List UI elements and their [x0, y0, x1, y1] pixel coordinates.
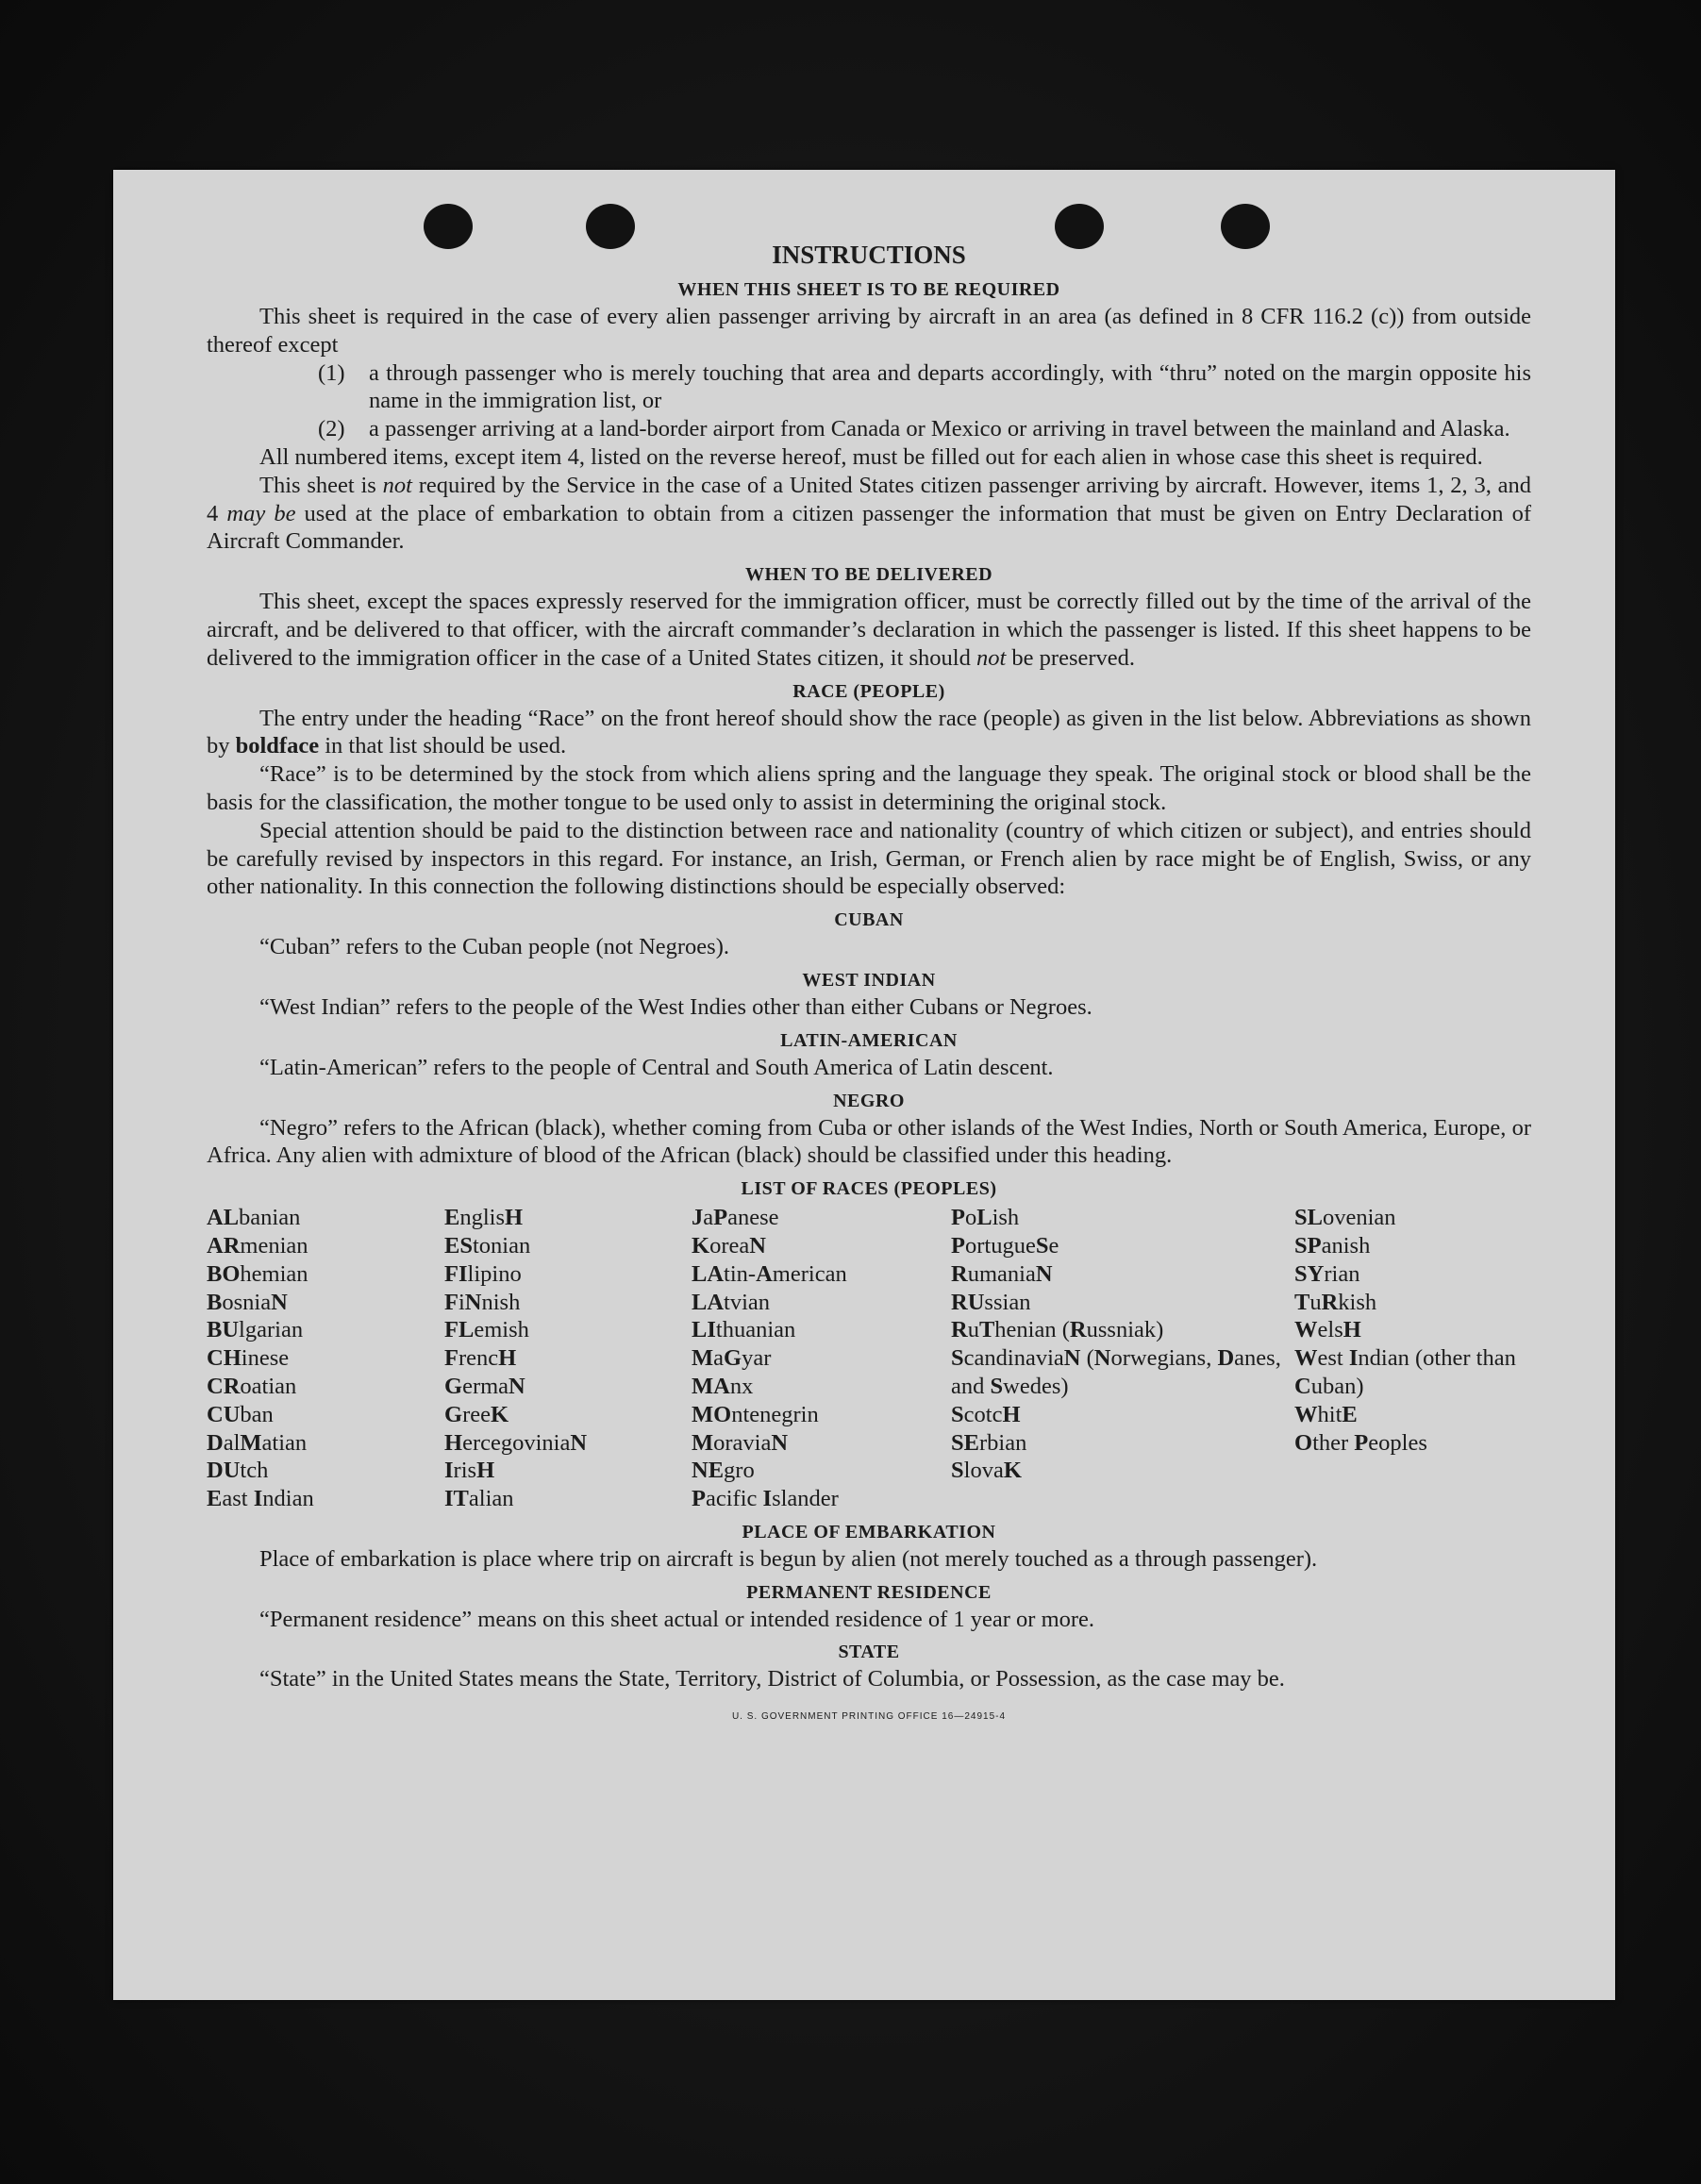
- race-entry: RUssian: [951, 1289, 1031, 1315]
- race-entry: CRoatian: [207, 1373, 297, 1399]
- race-entry: SlovaK: [951, 1458, 1022, 1484]
- race-entry: DalMatian: [207, 1429, 308, 1456]
- race-entry: BOhemian: [207, 1260, 309, 1287]
- embarkation-text: Place of embarkation is place where trip on aircraft is begun by alien (not merely touched as a through passenger).: [259, 1545, 1318, 1572]
- heading-residence: PERMANENT RESIDENCE: [746, 1581, 992, 1603]
- latin-american-text: “Latin-American” refers to the people of Central and South America of Latin descent.: [259, 1054, 1054, 1080]
- race-entry: FrencH: [444, 1345, 517, 1372]
- race-entry: ARmenian: [207, 1232, 309, 1259]
- race-entry: SPanish: [1294, 1232, 1371, 1259]
- race-entry: SYrian: [1294, 1260, 1360, 1287]
- race-entry: ScotcH: [951, 1401, 1021, 1427]
- delivered-text: This sheet, except the spaces expressly reserved for the immigration officer, must be correctly filled out by the time of the arrival of the aircraft, and be delivered to that officer, with the aircraft commander’s declaration in which the passenger is listed. If this sheet happens to be delivered to the immigration officer in the case of a United States citizen, it should not be preserved.: [207, 589, 1531, 671]
- race-entry: TuRkish: [1294, 1289, 1377, 1315]
- race-column-1: [207, 1204, 444, 1513]
- race-entry: WhitE: [1294, 1401, 1358, 1427]
- heading-negro: NEGRO: [833, 1090, 905, 1111]
- race-entry: WelsH: [1294, 1317, 1361, 1343]
- residence-text: “Permanent residence” means on this sheet actual or intended residence of 1 year or more.: [259, 1606, 1095, 1632]
- heading-state: STATE: [838, 1642, 900, 1663]
- race-entry: CUban: [207, 1401, 274, 1427]
- race-entry: LAtvian: [692, 1289, 771, 1315]
- race-entry: EStonian: [444, 1232, 531, 1259]
- race-entry: DUtch: [207, 1458, 269, 1484]
- race-entry: MAnx: [692, 1373, 754, 1399]
- heading-embarkation: PLACE OF EMBARKATION: [742, 1521, 996, 1542]
- race-entry: FLemish: [444, 1317, 529, 1343]
- race-entry: PoLish: [951, 1205, 1020, 1231]
- race-entry: IrisH: [444, 1458, 495, 1484]
- item-text: a through passenger who is merely touching that area and departs accordingly, with “thru” noted on the margin opposite his name in the immigration list, or: [369, 359, 1531, 414]
- race-entry: LAtin-American: [692, 1260, 847, 1287]
- race-column-2: [444, 1204, 692, 1513]
- race-para-3: Special attention should be paid to the distinction between race and nationality (country of which citizen or subject), and entries should be carefully revised by inspectors in this regard. For instance, an Irish, German, or French alien by race might be of English, Swiss, or any other nationality. In this connection the following distinctions should be especially observed:: [207, 817, 1531, 900]
- race-entry: SErbian: [951, 1429, 1027, 1456]
- race-entry: MaGyar: [692, 1345, 772, 1372]
- race-column-3: [692, 1204, 951, 1513]
- race-entry: EnglisH: [444, 1205, 524, 1231]
- heading-race: RACE (PEOPLE): [792, 680, 945, 702]
- race-entry: ITalian: [444, 1486, 514, 1512]
- race-entry: GermaN: [444, 1373, 525, 1399]
- race-para-2: “Race” is to be determined by the stock from which aliens spring and the language they speak. The original stock or blood shall be the basis for the classification, the mother tongue to be used only to assist in determining the original stock.: [207, 761, 1531, 815]
- race-entry: Pacific Islander: [692, 1486, 839, 1512]
- race-entry: ALbanian: [207, 1205, 301, 1231]
- race-para-1: The entry under the heading “Race” on the front hereof should show the race (people) as given in the list below. Abbreviations as shown by boldface in that list should be used.: [207, 705, 1531, 759]
- race-column-5: [1294, 1204, 1531, 1513]
- exception-item-1: [318, 359, 1531, 416]
- race-entry: East Indian: [207, 1486, 314, 1512]
- race-entry: FIlipino: [444, 1260, 522, 1287]
- race-entry: BUlgarian: [207, 1317, 304, 1343]
- race-list: [207, 1204, 1531, 1513]
- heading-required: WHEN THIS SHEET IS TO BE REQUIRED: [677, 279, 1060, 300]
- negro-text: “Negro” refers to the African (black), whether coming from Cuba or other islands of the West Indies, North or South America, Europe, or Africa. Any alien with admixture of blood of the African (black) should be classified under this heading.: [207, 1114, 1531, 1169]
- race-entry: PortugueSe: [951, 1232, 1059, 1259]
- state-text: “State” in the United States means the State, Territory, District of Columbia, or Possession, as the case may be.: [259, 1666, 1285, 1692]
- race-entry: RumaniaN: [951, 1260, 1053, 1287]
- race-entry: BosniaN: [207, 1289, 288, 1315]
- document-content: [207, 239, 1531, 1731]
- race-entry: LIthuanian: [692, 1317, 796, 1343]
- exception-item-2: [318, 415, 1531, 443]
- race-column-4: [951, 1204, 1294, 1513]
- heading-latin-american: LATIN-AMERICAN: [780, 1029, 958, 1051]
- race-entry: FiNnish: [444, 1289, 521, 1315]
- race-entry: MOntenegrin: [692, 1401, 819, 1427]
- item-number: (1): [318, 359, 345, 386]
- required-intro: This sheet is required in the case of every alien passenger arriving by aircraft in an area (as defined in 8 CFR 116.2 (c)) from outside thereof except: [207, 304, 1531, 358]
- race-entry: Other Peoples: [1294, 1429, 1427, 1456]
- heading-west-indian: WEST INDIAN: [802, 969, 936, 991]
- item-text: a passenger arriving at a land-border airport from Canada or Mexico or arriving in travel between the mainland and Alaska.: [369, 416, 1510, 442]
- race-entry: MoraviaN: [692, 1429, 789, 1456]
- required-para-3: This sheet is not required by the Service in the case of a United States citizen passenger arriving by aircraft. However, items 1, 2, 3, and 4 may be used at the place of embarkation to obtain from a citizen passenger the information that must be given on Entry Declaration of Aircraft Commander.: [207, 472, 1531, 555]
- west-indian-text: “West Indian” refers to the people of the West Indies other than either Cubans or Negroes.: [259, 993, 1092, 1020]
- heading-cuban: CUBAN: [834, 909, 904, 931]
- race-entry: ScandinaviaN (Norwegians, Danes, and Swedes): [951, 1345, 1281, 1399]
- printing-office-imprint: U. S. GOVERNMENT PRINTING OFFICE 16—24915-4: [731, 1711, 1007, 1723]
- race-entry: SLovenian: [1294, 1205, 1396, 1231]
- race-entry: GreeK: [444, 1401, 509, 1427]
- race-entry: NEgro: [692, 1458, 755, 1484]
- race-entry: JaPanese: [692, 1205, 779, 1231]
- race-entry: West Indian (other than Cuban): [1294, 1345, 1516, 1399]
- race-entry: CHinese: [207, 1345, 290, 1372]
- cuban-text: “Cuban” refers to the Cuban people (not Negroes).: [259, 934, 729, 960]
- race-entry: KoreaN: [692, 1232, 766, 1259]
- required-para-2: All numbered items, except item 4, listed on the reverse hereof, must be filled out for each alien in whose case this sheet is required.: [259, 443, 1483, 470]
- page-title: INSTRUCTIONS: [772, 241, 966, 269]
- heading-list-of-races: LIST OF RACES (PEOPLES): [741, 1178, 997, 1200]
- item-number: (2): [318, 416, 345, 442]
- race-entry: HercegoviniaN: [444, 1429, 588, 1456]
- race-entry: RuThenian (Russniak): [951, 1317, 1164, 1343]
- heading-delivered: WHEN TO BE DELIVERED: [744, 564, 993, 586]
